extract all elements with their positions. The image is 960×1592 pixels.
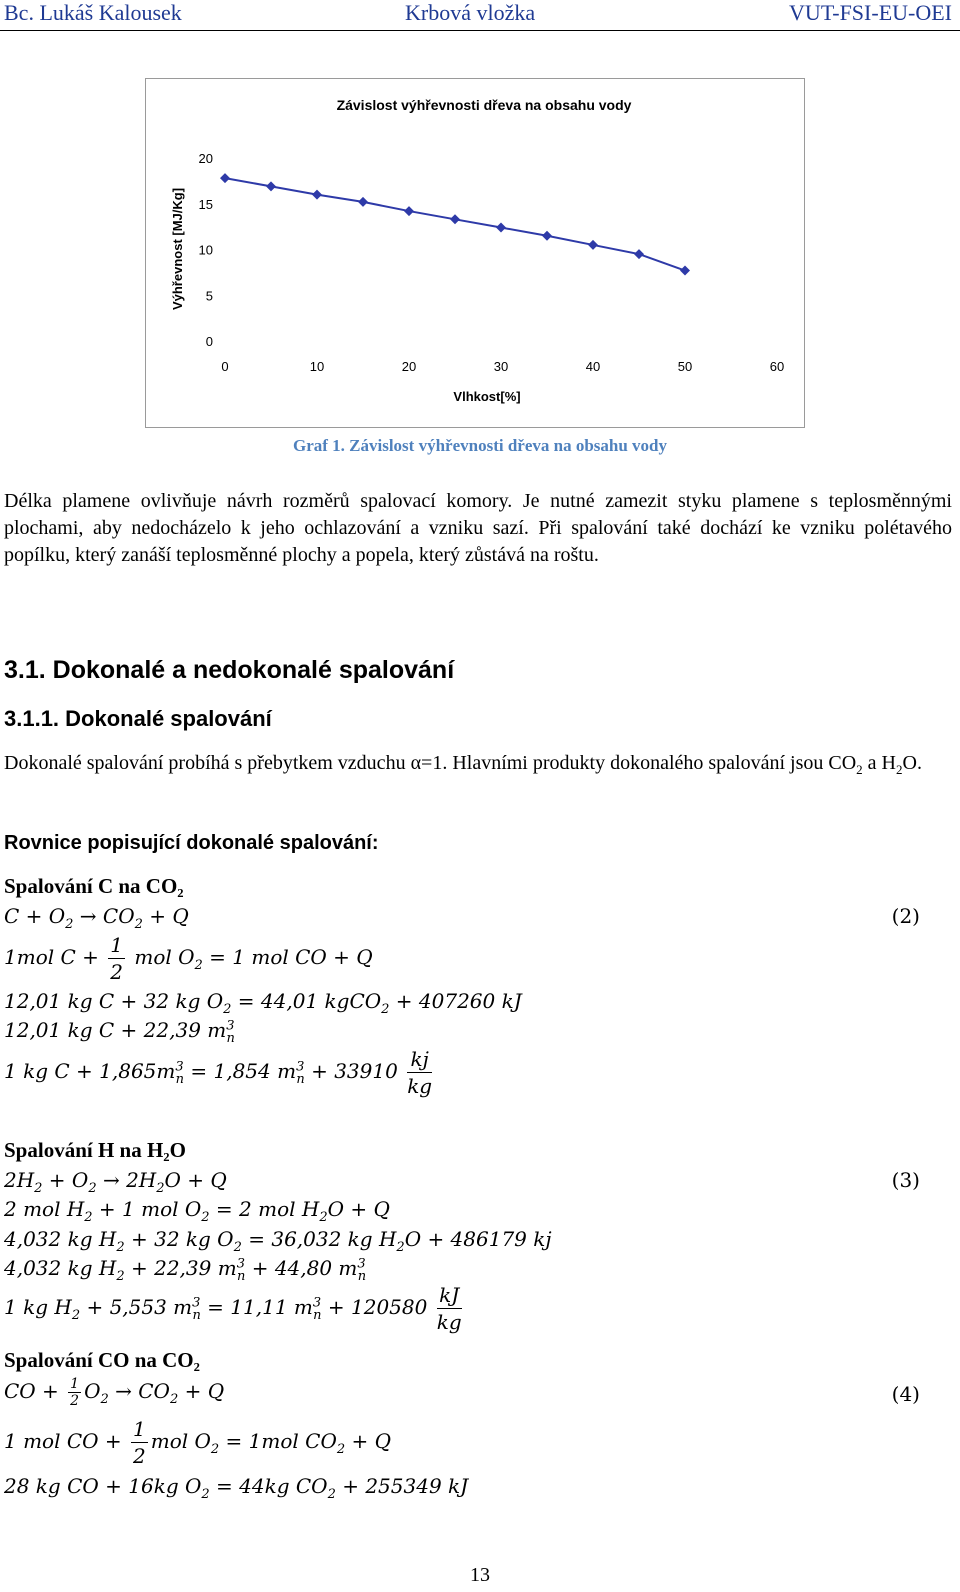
data-point-marker [496, 223, 506, 233]
header-author: Bc. Lukáš Kalousek [4, 0, 182, 25]
x-tick-label: 50 [677, 359, 693, 374]
series-line [225, 178, 685, 270]
x-tick-label: 60 [769, 359, 785, 374]
equation-number-2: (2) [891, 904, 920, 928]
header-title: Krbová vložka [405, 0, 536, 25]
chart-title: Závislost výhřevnosti dřeva na obsahu vody [336, 97, 632, 113]
y-tick-label: 10 [198, 242, 213, 258]
p2-end: O. [902, 752, 922, 774]
paragraph-complete-combustion [4, 750, 952, 783]
x-tick-label: 20 [401, 359, 417, 374]
chart-y-label: Výhřevnost [MJ/Kg] [170, 187, 185, 311]
sub-2: 2 [856, 762, 863, 777]
fraction-kj-kg: $\frac{kj}{kg}$ [407, 1047, 433, 1098]
section-co-to-co2-title: Spalování CO na CO₂ [4, 1348, 200, 1372]
section-h-to-h2o-title: Spalování H na H₂O [4, 1138, 186, 1162]
data-point-marker [220, 173, 230, 183]
equation-co-mol: 1 mol CO + $\frac{1}{2}$ mol $O_2 = 1mol$ $CO_2 + Q$ [4, 1417, 391, 1468]
x-tick-label: 30 [493, 359, 509, 374]
equation-h-volume: 4,032 kg $H_2 + 22,39$ $m^3_n + 44,80$ $m^3_n$ [4, 1256, 367, 1284]
subsection-heading: 3.1.1. Dokonalé spalování [4, 706, 272, 731]
chart-x-label: Vlhkost[%] [453, 389, 521, 404]
equation-co-reaction: CO + $\frac{1}{2}$ $O_2 \to CO_2 + Q$ [4, 1376, 225, 1409]
equation-h-mol: 2 mol $H_2 + 1$ mol $O_2 = 2$ mol $H_2O + Q$ [4, 1197, 390, 1225]
section-c-to-co2-title: Spalování C na CO₂ [4, 874, 184, 898]
header-institution: VUT-FSI-EU-OEI [789, 0, 952, 25]
x-tick-label: 0 [221, 359, 229, 374]
data-point-marker [358, 197, 368, 207]
y-tick-label: 0 [205, 334, 213, 349]
equation-number-4: (4) [891, 1382, 920, 1406]
data-point-marker [588, 240, 598, 250]
sub-2b: 2 [896, 762, 903, 777]
fraction-kJ-kg: $\frac{kJ}{kg}$ [436, 1283, 462, 1334]
p2-text: Dokonalé spalování probíhá s přebytkem vzduchu α=1. Hlavními produkty dokonalého spalování jsou CO [4, 752, 857, 774]
chart-svg [146, 79, 804, 427]
page-header [0, 0, 960, 31]
fraction-half-small: $\frac{1}{2}$ [70, 1376, 80, 1409]
equation-number-3: (3) [891, 1168, 920, 1192]
data-point-marker [680, 266, 690, 276]
chart [145, 78, 805, 428]
equation-c-kg: 12,01 kg C + 32 kg $O_2 = 44,01$ kgCO$_2$ + 407260 kJ [4, 989, 522, 1017]
equation-h-kg: 4,032 kg $H_2 + 32$ kg $O_2 = 36,032$ kg $H_2O + 486179$ kj [4, 1227, 552, 1255]
equations-title: Rovnice popisující dokonalé spalování: [4, 832, 379, 854]
y-tick-label: 20 [198, 151, 213, 166]
equation-c-mol: 1mol C + $\frac{1}{2}$ mol $O_2 = 1$ mol CO + Q [4, 933, 373, 984]
data-point-marker [312, 190, 322, 200]
equation-c-reaction: $C + O_2 \to CO_2 + Q$ [4, 904, 189, 932]
y-tick-label: 5 [205, 288, 213, 304]
fraction-half-2: $\frac{1}{2}$ [133, 1417, 146, 1468]
data-point-marker [450, 214, 460, 224]
p2-and: a H [862, 752, 896, 774]
page-number: 13 [470, 1564, 490, 1586]
data-point-marker [404, 206, 414, 216]
x-tick-label: 10 [309, 359, 325, 374]
fraction-half: $\frac{1}{2}$ [110, 933, 123, 984]
y-tick-label: 15 [198, 196, 213, 212]
equation-c-specific: 1 kg $C + 1,865m^3_n = 1,854$ $m^3_n + 33910$ $\frac{kj}{kg}$ [4, 1047, 433, 1098]
data-point-marker [266, 181, 276, 191]
equation-h-specific: 1 kg $H_2 + 5,553$ $m^3_n = 11,11$ $m^3_n + 120580$ $\frac{kJ}{kg}$ [4, 1283, 462, 1334]
equation-c-volume: 12,01 kg C + 22,39 $m^3_n$ [4, 1018, 235, 1046]
data-point-marker [542, 231, 552, 241]
section-heading: 3.1. Dokonalé a nedokonalé spalování [4, 656, 455, 684]
equation-h-reaction: $2H_2 + O_2 \to 2H_2O + Q$ [4, 1168, 227, 1196]
data-point-marker [634, 249, 644, 259]
x-tick-label: 40 [585, 359, 601, 374]
figure-caption: Graf 1. Závislost výhřevnosti dřeva na obsahu vody [292, 436, 668, 455]
equation-co-kg: 28 kg CO + 16kg $O_2 = 44kg$ $CO_2 + 255349$ kJ [4, 1474, 469, 1502]
paragraph-flame: Délka plamene ovlivňuje návrh rozměrů spalovací komory. Je nutné zamezit styku plamene s teplosměnnými plochami, aby nedocházelo k jeho ochlazování a vzniku sazí. Při spalování také dochází ke vzniku polétavého popílku, který zanáší teplosměnné plochy a popela, který zůstává na roštu. [4, 490, 952, 566]
